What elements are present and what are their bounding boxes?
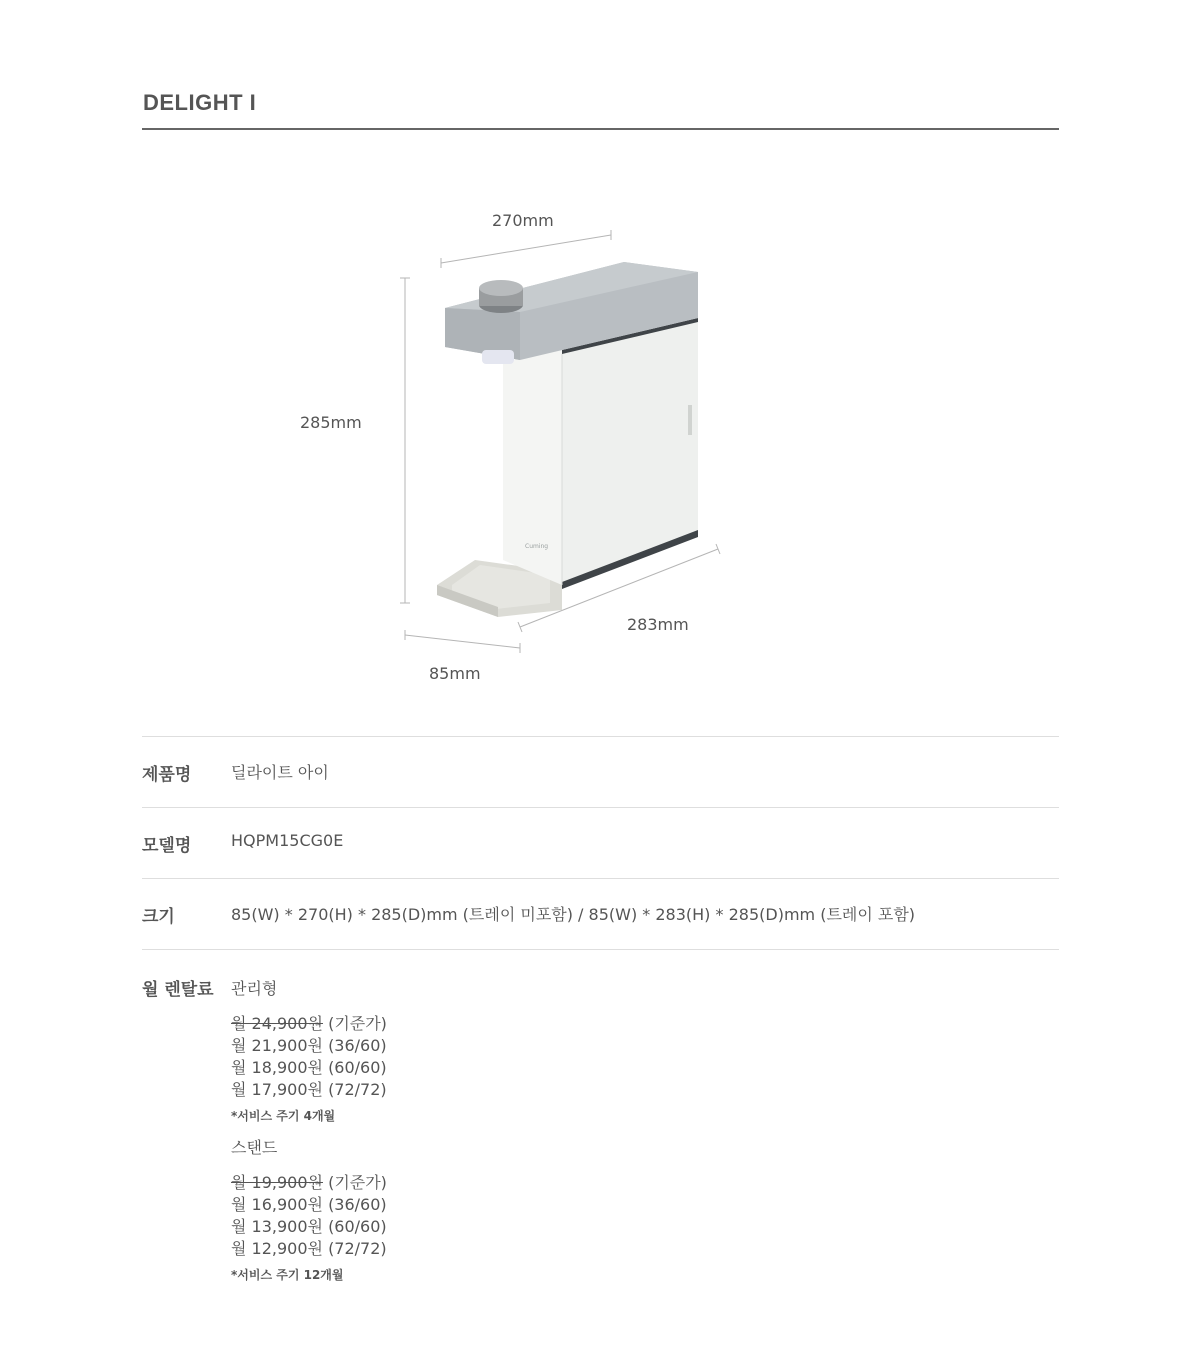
service-note: *서비스 주기 4개월: [231, 1109, 336, 1123]
depth-dimension-label: 283mm: [627, 615, 689, 634]
base-price-line: [231, 1013, 387, 1035]
base-price: 월 19,900원: [231, 1173, 323, 1192]
spec-divider: [142, 807, 1059, 808]
tray-dimension-label: 85mm: [429, 664, 481, 683]
spec-value: HQPM15CG0E: [231, 831, 344, 850]
spec-divider: [142, 736, 1059, 737]
height-dimension-label: 285mm: [300, 413, 362, 432]
brand-mark: Cuming: [525, 543, 549, 550]
base-price-suffix: (기준가): [322, 1014, 387, 1033]
service-note: *서비스 주기 12개월: [231, 1268, 344, 1282]
price-line: 월 16,900원 (36/60): [231, 1195, 387, 1214]
title-divider: [142, 128, 1059, 130]
knob-icon: [479, 280, 523, 313]
spec-divider: [142, 949, 1059, 950]
spec-label: 크기: [142, 907, 175, 927]
product-illustration: [0, 150, 1200, 710]
width-dimension-label: 270mm: [492, 211, 554, 230]
base-price-line: [231, 1172, 387, 1194]
spec-value: 딜라이트 아이: [231, 763, 329, 782]
page-title: DELIGHT I: [143, 90, 257, 115]
spec-label: 제품명: [142, 765, 192, 785]
tray-dim-line: [405, 635, 520, 648]
base-price-suffix: (기준가): [322, 1173, 387, 1192]
plan-name: 스탠드: [231, 1138, 278, 1157]
plan-name: 관리형: [231, 979, 278, 998]
rental-plan-stand: [231, 1135, 387, 1283]
spec-value: 85(W) * 270(H) * 285(D)mm (트레이 미포함) / 85(W) * 283(H) * 285(D)mm (트레이 포함): [231, 905, 916, 924]
spec-label: 월 렌탈료: [142, 980, 214, 1000]
spec-divider: [142, 878, 1059, 879]
price-line: 월 13,900원 (60/60): [231, 1217, 387, 1236]
spec-label: 모델명: [142, 836, 192, 856]
price-line: 월 12,900원 (72/72): [231, 1239, 387, 1258]
base-price: 월 24,900원: [231, 1014, 323, 1033]
width-dim-line: [441, 235, 611, 263]
price-line: 월 21,900원 (36/60): [231, 1036, 387, 1055]
price-line: 월 18,900원 (60/60): [231, 1058, 387, 1077]
body-panel: [562, 318, 698, 585]
rental-plan-managed: [231, 976, 387, 1124]
product-dimension-diagram: [0, 150, 1200, 710]
price-line: 월 17,900원 (72/72): [231, 1080, 387, 1099]
